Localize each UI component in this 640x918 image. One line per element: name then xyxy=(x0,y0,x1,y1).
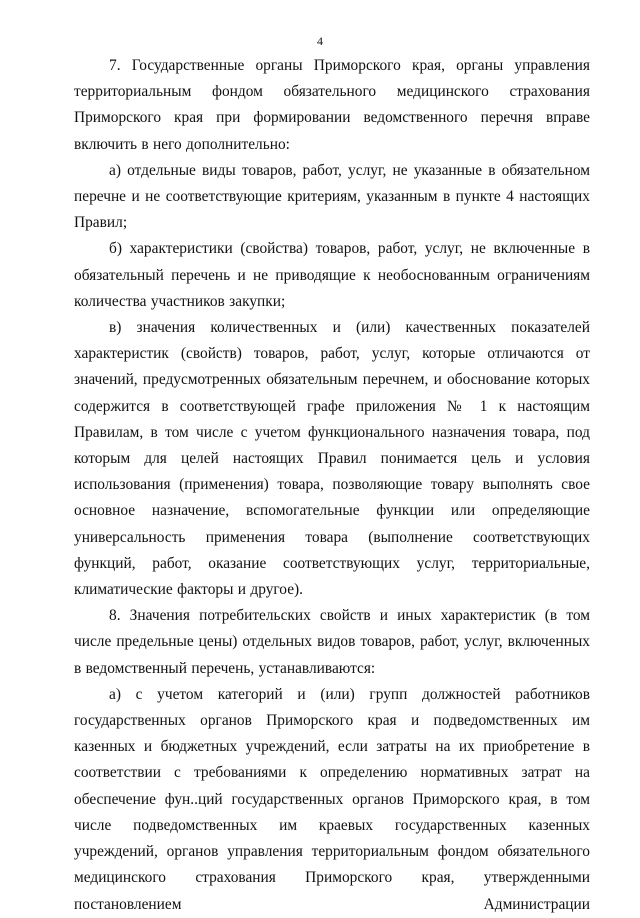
paragraph-8a: а) с учетом категорий и (или) групп должностей работников государственных органов Приморского края и подведомственных им казенных и бюджетных учреждений, если затраты на их приобретение в соответствии с требованиями к определению нормативных затрат на обеспечение фун..ций государственных органов Приморского края, в том числе подведомственных им краевых государственных казенных учреждений, органов управления территориальным фондом обязательного медицинского страхования Приморского края, утвержденными постановлением Администрации xyxy=(74,685,590,913)
paragraph-7: 7. Государственные органы Приморского края, органы управления территориальным фондом обязательного медицинского страхования Приморского края при формировании ведомственного перечня вправе включить в него дополнительно: xyxy=(74,57,590,153)
page-number: 4 xyxy=(317,34,323,48)
document-body xyxy=(74,53,590,918)
paragraph-8: 8. Значения потребительских свойств и иных характеристик (в том числе предельные цены) отдельных видов товаров, работ, услуг, включенных в ведомственный перечень, устанавливаются: xyxy=(74,607,590,677)
paragraph-7b: б) характеристики (свойства) товаров, работ, услуг, не включенные в обязательный перечень и не приводящие к необоснованным ограничениям количества участников закупки; xyxy=(74,240,590,310)
paragraph-7v: в) значения количественных и (или) качественных показателей характеристик (свойств) товаров, работ, услуг, которые отличаются от значений, предусмотренных обязательным перечнем, и обоснование которых содержится в соответствующей графе приложения № 1 к настоящим Правилам, в том числе с учетом функционального назначения товара, под которым для целей настоящих Правил понимается цель и условия использования (применения) товара, позволяющие товару выполнять свое основное назначение, вспомогательные функции или определяющие универсальность применения товара (выполнение соответствующих функций, работ, оказание соответствующих услуг, территориальные, климатические факторы и другое). xyxy=(74,319,590,599)
paragraph-7a: а) отдельные виды товаров, работ, услуг, не указанные в обязательном перечне и не соответствующие критериям, указанным в пункте 4 настоящих Правил; xyxy=(74,161,590,232)
